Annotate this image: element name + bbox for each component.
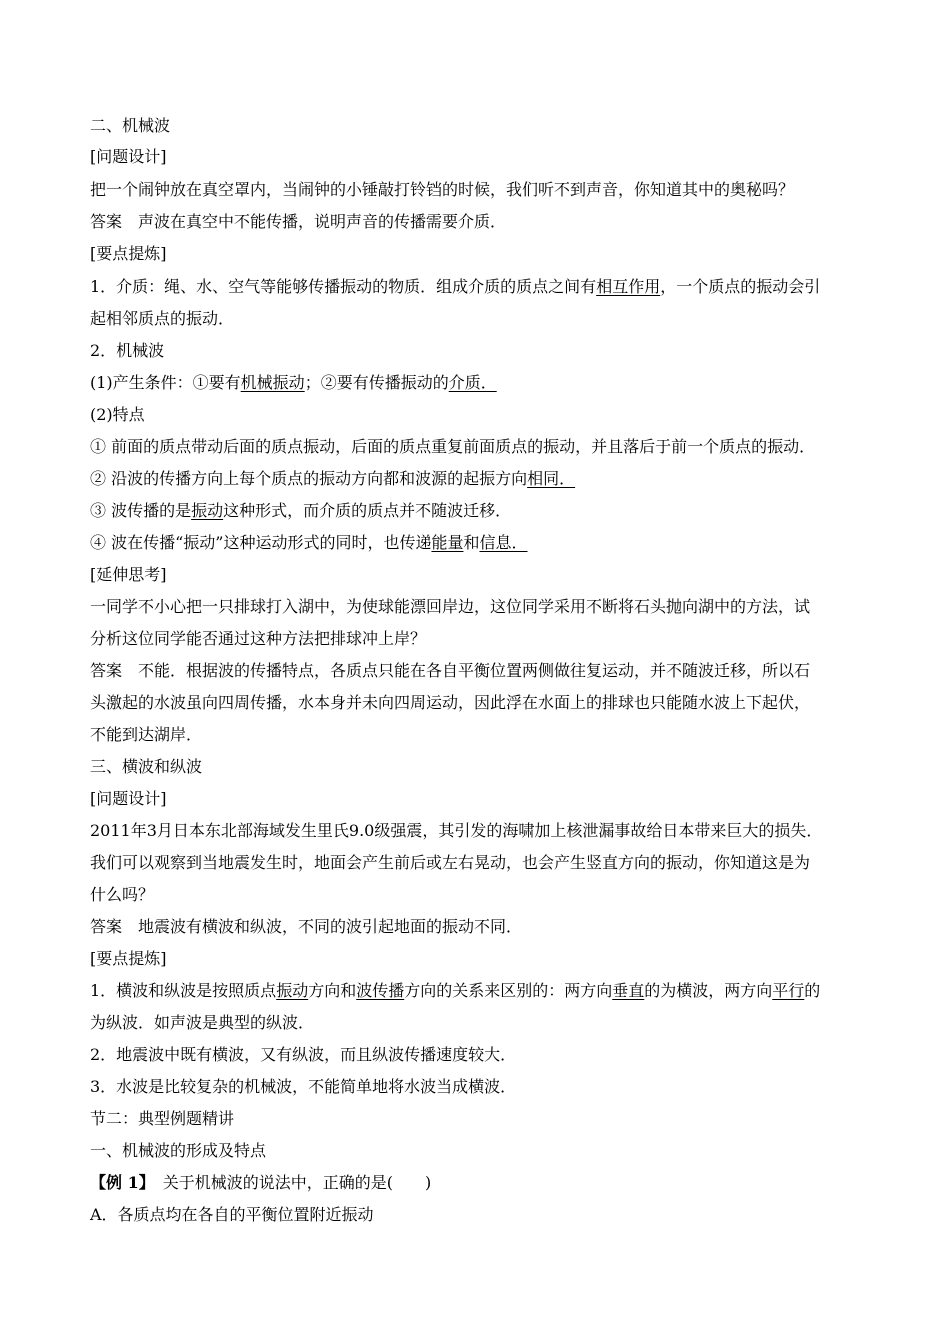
fill-answer: 平行 (772, 981, 805, 1000)
question-design-label: [问题设计] (90, 147, 167, 166)
extended-answer-line-1: 答案 不能．根据波的传播特点，各质点只能在各自平衡位置两侧做往复运动，并不随波迁移，所以石 (90, 661, 811, 680)
section-heading-mechanical-wave: 二、机械波 (90, 116, 171, 135)
fill-answer: 垂直 (612, 981, 645, 1000)
question-line-1: 2011年3月日本东北部海域发生里氏9.0级强震，其引发的海啸加上核泄漏事故给日本带来巨大的损失． (90, 821, 823, 840)
fill-answer: 相同． (527, 469, 576, 488)
point-1-line-1: 1．介质：绳、水、空气等能够传播振动的物质．组成介质的质点之间有相互作用，一个质点的振动会引 (90, 277, 821, 296)
answer-label: 答案 (90, 661, 123, 680)
key-points-label: [要点提炼] (90, 949, 167, 968)
section-heading-transverse-longitudinal: 三、横波和纵波 (90, 757, 203, 776)
section-heading-examples: 节二：典型例题精讲 (90, 1109, 235, 1128)
example-label: 【例 1】 (90, 1173, 155, 1192)
fill-answer: 机械振动 (240, 373, 305, 392)
extended-question-line-2: 分析这位同学能否通过这种方法把排球冲上岸？ (90, 629, 427, 648)
feature-1: ① 前面的质点带动后面的质点振动，后面的质点重复前面质点的振动，并且落后于前一个质点的振动． (90, 437, 816, 456)
feature-4: ④ 波在传播“振动”这种运动形式的同时，也传递能量和信息． (90, 533, 528, 552)
feature-3: ③ 波传播的是振动这种形式，而介质的质点并不随波迁移． (90, 501, 512, 520)
answer-text: 声波在真空中不能传播，说明声音的传播需要介质． (138, 212, 507, 231)
fill-answer: 信息． (479, 533, 528, 552)
feature-2: ② 沿波的传播方向上每个质点的振动方向都和波源的起振方向相同． (90, 469, 576, 488)
answer-line (90, 212, 506, 232)
fill-answer: 相互作用 (596, 277, 661, 296)
question-design-label: [问题设计] (90, 789, 167, 808)
key-point-2: 2．地震波中既有横波，又有纵波，而且纵波传播速度较大． (90, 1045, 517, 1064)
features-heading: (2)特点 (90, 405, 145, 424)
key-points-label: [要点提炼] (90, 244, 167, 263)
answer-text: 地震波有横波和纵波，不同的波引起地面的振动不同． (138, 917, 523, 936)
question-line-3: 什么吗？ (90, 885, 155, 904)
fill-answer: 振动 (191, 501, 224, 520)
option-a: A．各质点均在各自的平衡位置附近振动 (90, 1205, 374, 1224)
point-1-line-2: 起相邻质点的振动． (90, 309, 235, 328)
extended-answer-line-3: 不能到达湖岸． (90, 725, 203, 744)
condition-line: (1)产生条件：①要有机械振动；②要有传播振动的介质． (90, 373, 497, 392)
key-point-1-line-1: 1．横波和纵波是按照质点振动方向和波传播方向的关系来区别的：两方向垂直的为横波，两方向平行的 (90, 981, 821, 1000)
key-point-3: 3．水波是比较复杂的机械波，不能简单地将水波当成横波． (90, 1077, 517, 1096)
extended-answer-line-2: 头激起的水波虽向四周传播，水本身并未向四周运动，因此浮在水面上的排球也只能随水波上下起伏， (90, 693, 811, 712)
point-2-heading: 2．机械波 (90, 341, 165, 360)
answer-line (90, 917, 522, 937)
answer-label: 答案 (90, 917, 123, 936)
fill-answer: 介质． (448, 373, 497, 392)
fill-answer: 波传播 (356, 981, 405, 1000)
fill-answer: 振动 (276, 981, 309, 1000)
extended-question-line-1: 一同学不小心把一只排球打入湖中，为使球能漂回岸边，这位同学采用不断将石头抛向湖中的方法，试 (90, 597, 811, 616)
example-1-question: 【例 1】 关于机械波的说法中，正确的是( ) (90, 1173, 432, 1192)
answer-label: 答案 (90, 212, 123, 231)
fill-answer: 能量 (431, 533, 464, 552)
extended-thinking-label: [延伸思考] (90, 565, 167, 584)
question-text: 把一个闹钟放在真空罩内，当闹钟的小锤敲打铃铛的时候，我们听不到声音，你知道其中的奥秘吗？ (90, 180, 795, 199)
subsection-heading: 一、机械波的形成及特点 (90, 1141, 267, 1160)
question-line-2: 我们可以观察到当地震发生时，地面会产生前后或左右晃动，也会产生竖直方向的振动，你知道这是为 (90, 853, 811, 872)
key-point-1-line-2: 为纵波．如声波是典型的纵波． (90, 1013, 315, 1032)
